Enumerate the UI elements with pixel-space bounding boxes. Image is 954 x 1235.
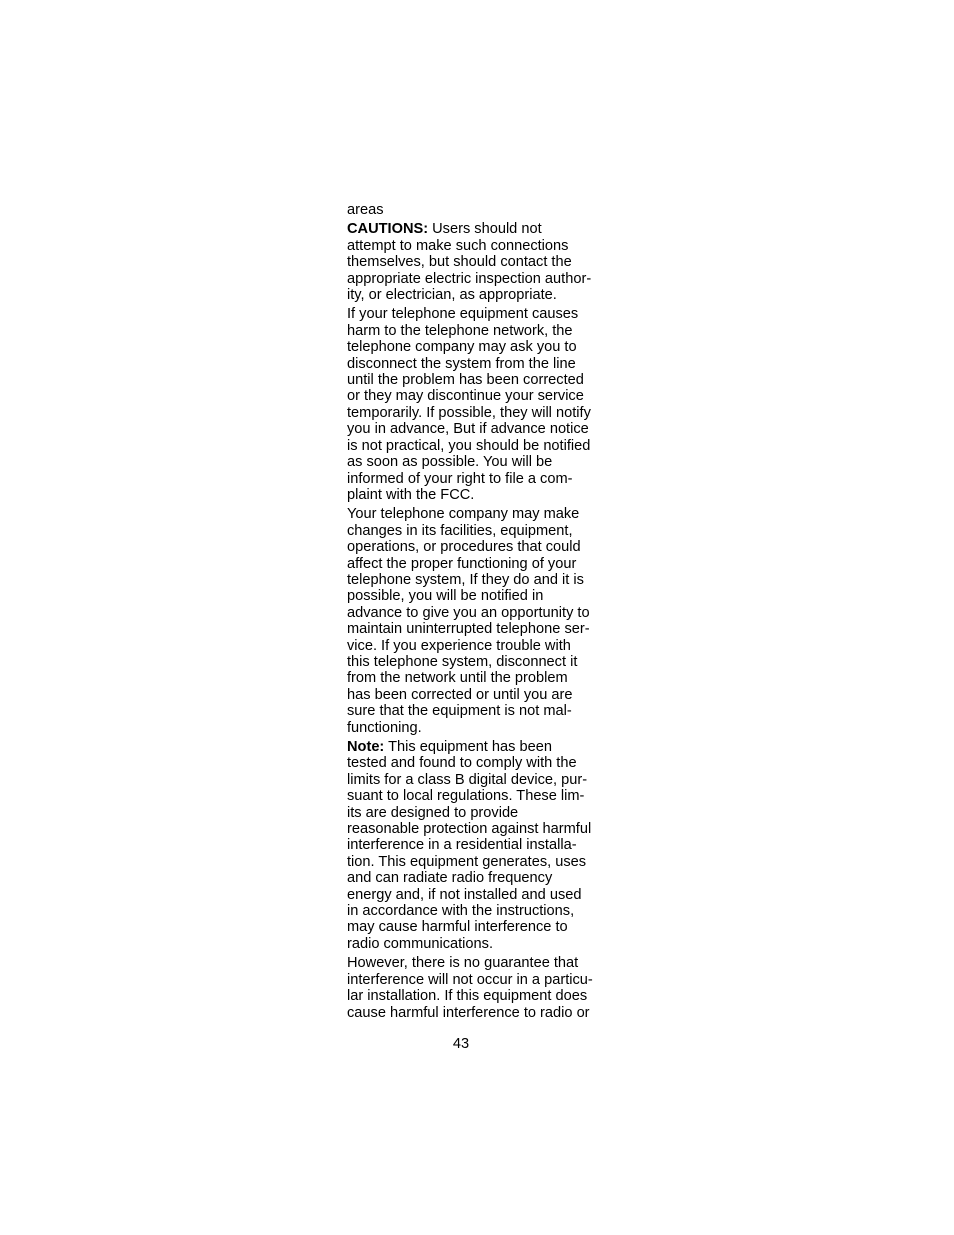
line-text: disconnect the system from the line xyxy=(347,355,576,372)
line-text: radio communications. xyxy=(347,935,494,952)
line-text: vice. If you experience trouble with xyxy=(347,637,571,654)
text-line xyxy=(347,955,613,971)
text-line xyxy=(347,988,613,1004)
line-text: operations, or procedures that could xyxy=(347,539,581,556)
paragraph xyxy=(347,739,613,952)
line-text: harm to the telephone network, the xyxy=(347,322,573,339)
line-text: temporarily. If possible, they will notify xyxy=(347,404,591,421)
paragraph xyxy=(347,202,613,218)
text-line xyxy=(347,487,613,503)
text-line xyxy=(347,238,613,254)
line-text: tion. This equipment generates, uses xyxy=(347,853,587,870)
line-text: reasonable protection against harmful xyxy=(347,821,592,838)
text-line xyxy=(347,421,613,437)
line-text: possible, you will be notified in xyxy=(347,588,544,605)
text-line xyxy=(347,572,613,588)
text-line xyxy=(347,854,613,870)
line-text: changes in its facilities, equipment, xyxy=(347,522,573,539)
line-text: has been corrected or until you are xyxy=(347,686,573,703)
line-text: Your telephone company may make xyxy=(347,506,580,523)
text-line xyxy=(347,772,613,788)
paragraph xyxy=(347,955,613,1021)
text-line xyxy=(347,936,613,952)
line-text: functioning. xyxy=(347,719,422,736)
text-line xyxy=(347,271,613,287)
line-text: maintain uninterrupted telephone ser- xyxy=(347,621,590,638)
bold-lead-in: Note: xyxy=(347,739,385,755)
line-text: interference will not occur in a particu- xyxy=(347,971,593,988)
line-text: Users should not xyxy=(428,221,542,238)
text-line xyxy=(347,621,613,637)
line-text: limits for a class B digital device, pur- xyxy=(347,771,588,788)
text-line xyxy=(347,405,613,421)
text-line xyxy=(347,388,613,404)
text-line xyxy=(347,805,613,821)
text-line xyxy=(347,556,613,572)
line-text: until the problem has been corrected xyxy=(347,372,584,389)
text-line xyxy=(347,919,613,935)
text-line xyxy=(347,755,613,771)
text-line xyxy=(347,588,613,604)
text-line xyxy=(347,454,613,470)
text-line xyxy=(347,254,613,270)
text-line xyxy=(347,654,613,670)
line-text: ity, or electrician, as appropriate. xyxy=(347,287,557,304)
line-text: advance to give you an opportunity to xyxy=(347,604,590,621)
text-line xyxy=(347,821,613,837)
text-line xyxy=(347,306,613,322)
line-text: in accordance with the instructions, xyxy=(347,903,575,920)
text-line xyxy=(347,339,613,355)
text-line xyxy=(347,887,613,903)
line-text: If your telephone equipment causes xyxy=(347,306,579,323)
line-text: you in advance, But if advance notice xyxy=(347,421,589,438)
paragraph xyxy=(347,221,613,303)
line-text: plaint with the FCC. xyxy=(347,486,475,503)
line-text: this telephone system, disconnect it xyxy=(347,653,578,670)
text-line xyxy=(347,638,613,654)
page-number: 43 xyxy=(452,1036,470,1052)
line-text: interference in a residential installa- xyxy=(347,837,577,854)
text-line xyxy=(347,372,613,388)
line-text: telephone system, If they do and it is xyxy=(347,571,584,588)
text-line xyxy=(347,788,613,804)
text-line xyxy=(347,605,613,621)
text-line xyxy=(347,523,613,539)
text-line xyxy=(347,972,613,988)
line-text: areas xyxy=(347,202,384,218)
line-text: and can radiate radio frequency xyxy=(347,870,553,887)
line-text: is not practical, you should be notified xyxy=(347,437,591,454)
text-line xyxy=(347,287,613,303)
text-line xyxy=(347,903,613,919)
text-line xyxy=(347,837,613,853)
text-line xyxy=(347,670,613,686)
paragraph xyxy=(347,506,613,736)
text-line xyxy=(347,739,613,755)
line-text: lar installation. If this equipment does xyxy=(347,988,588,1005)
line-text: affect the proper functioning of your xyxy=(347,555,577,572)
line-text: This equipment has been xyxy=(384,739,552,755)
text-column xyxy=(347,202,613,1024)
line-text: cause harmful interference to radio or xyxy=(347,1004,590,1021)
line-text: appropriate electric inspection author- xyxy=(347,270,592,287)
line-text: themselves, but should contact the xyxy=(347,254,572,271)
line-text: energy and, if not installed and used xyxy=(347,886,582,903)
text-line xyxy=(347,720,613,736)
text-line xyxy=(347,539,613,555)
text-line xyxy=(347,471,613,487)
text-line xyxy=(347,687,613,703)
line-text: attempt to make such connections xyxy=(347,237,569,254)
line-text: or they may discontinue your service xyxy=(347,388,584,405)
line-text: may cause harmful interference to xyxy=(347,919,568,936)
text-line xyxy=(347,1005,613,1021)
text-line xyxy=(347,202,613,218)
text-line xyxy=(347,323,613,339)
line-text: suant to local regulations. These lim- xyxy=(347,788,585,805)
text-line xyxy=(347,703,613,719)
bold-lead-in: CAUTIONS: xyxy=(347,221,429,238)
line-text: sure that the equipment is not mal- xyxy=(347,703,572,720)
text-line xyxy=(347,356,613,372)
text-line xyxy=(347,870,613,886)
text-line xyxy=(347,506,613,522)
line-text: from the network until the problem xyxy=(347,670,568,687)
line-text: as soon as possible. You will be xyxy=(347,454,553,471)
line-text: informed of your right to file a com- xyxy=(347,470,573,487)
line-text: However, there is no guarantee that xyxy=(347,955,579,972)
text-line xyxy=(347,438,613,454)
line-text: tested and found to comply with the xyxy=(347,755,577,772)
line-text: its are designed to provide xyxy=(347,804,519,821)
line-text: telephone company may ask you to xyxy=(347,339,577,356)
paragraph xyxy=(347,306,613,503)
text-line xyxy=(347,221,613,237)
